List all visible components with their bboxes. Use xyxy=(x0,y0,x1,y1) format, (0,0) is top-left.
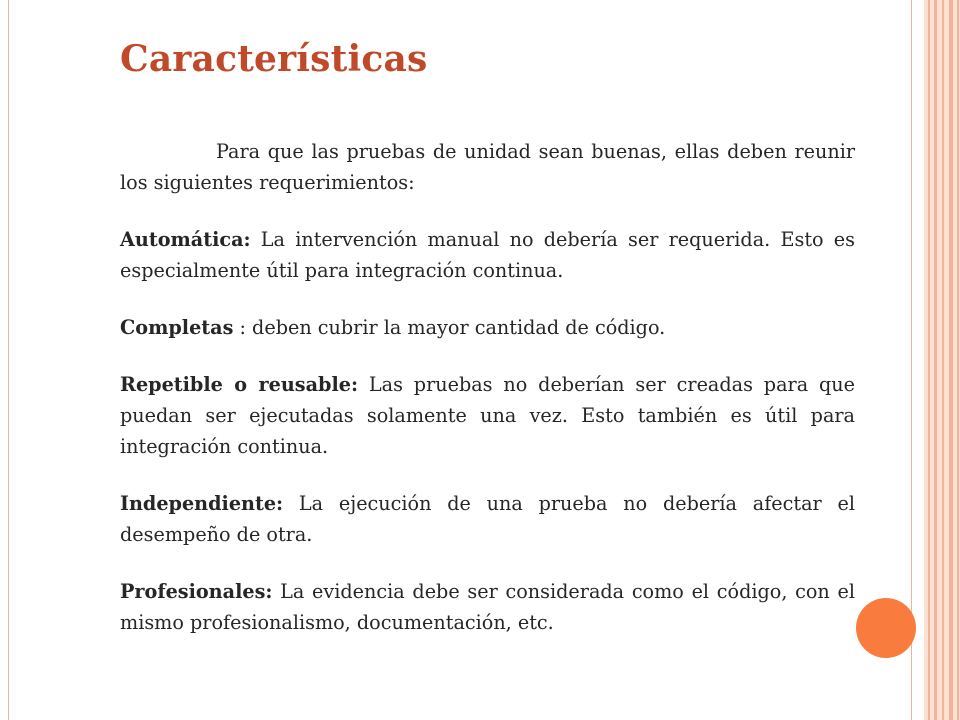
requirement-text: Las pruebas no deberían ser creadas para que puedan ser ejecutadas solamente una vez. Esto también es útil para integración continua. xyxy=(120,373,855,458)
accent-circle-icon xyxy=(856,598,916,658)
requirement-item xyxy=(120,369,855,462)
requirement-term: Independiente: xyxy=(120,492,284,515)
requirement-term: Repetible o reusable: xyxy=(120,373,359,396)
stripe-line xyxy=(957,0,959,720)
stripe-line xyxy=(942,0,944,720)
slide-title: Características xyxy=(120,38,428,80)
requirement-text: : deben cubrir la mayor cantidad de código. xyxy=(233,316,666,339)
requirement-text: La ejecución de una prueba no debería afectar el desempeño de otra. xyxy=(120,492,855,546)
requirement-term: Completas xyxy=(120,316,234,339)
requirement-text: La evidencia debe ser considerada como el código, con el mismo profesionalismo, documentación, etc. xyxy=(120,580,855,634)
stripe-line xyxy=(934,0,937,720)
stripe-line xyxy=(928,0,930,720)
requirement-item xyxy=(120,488,855,550)
requirement-item xyxy=(120,312,855,343)
requirement-item xyxy=(120,224,855,286)
stripe-line xyxy=(949,0,953,720)
decorative-stripes xyxy=(924,0,960,720)
requirement-term: Automática: xyxy=(120,228,251,251)
requirement-term: Profesionales: xyxy=(120,580,273,603)
requirement-item xyxy=(120,576,855,638)
requirement-text: La intervención manual no debería ser requerida. Esto es especialmente útil para integración continua. xyxy=(120,228,855,282)
intro-paragraph: Para que las pruebas de unidad sean buenas, ellas deben reunir los siguientes requerimientos: xyxy=(120,140,855,194)
slide-body xyxy=(120,136,855,664)
